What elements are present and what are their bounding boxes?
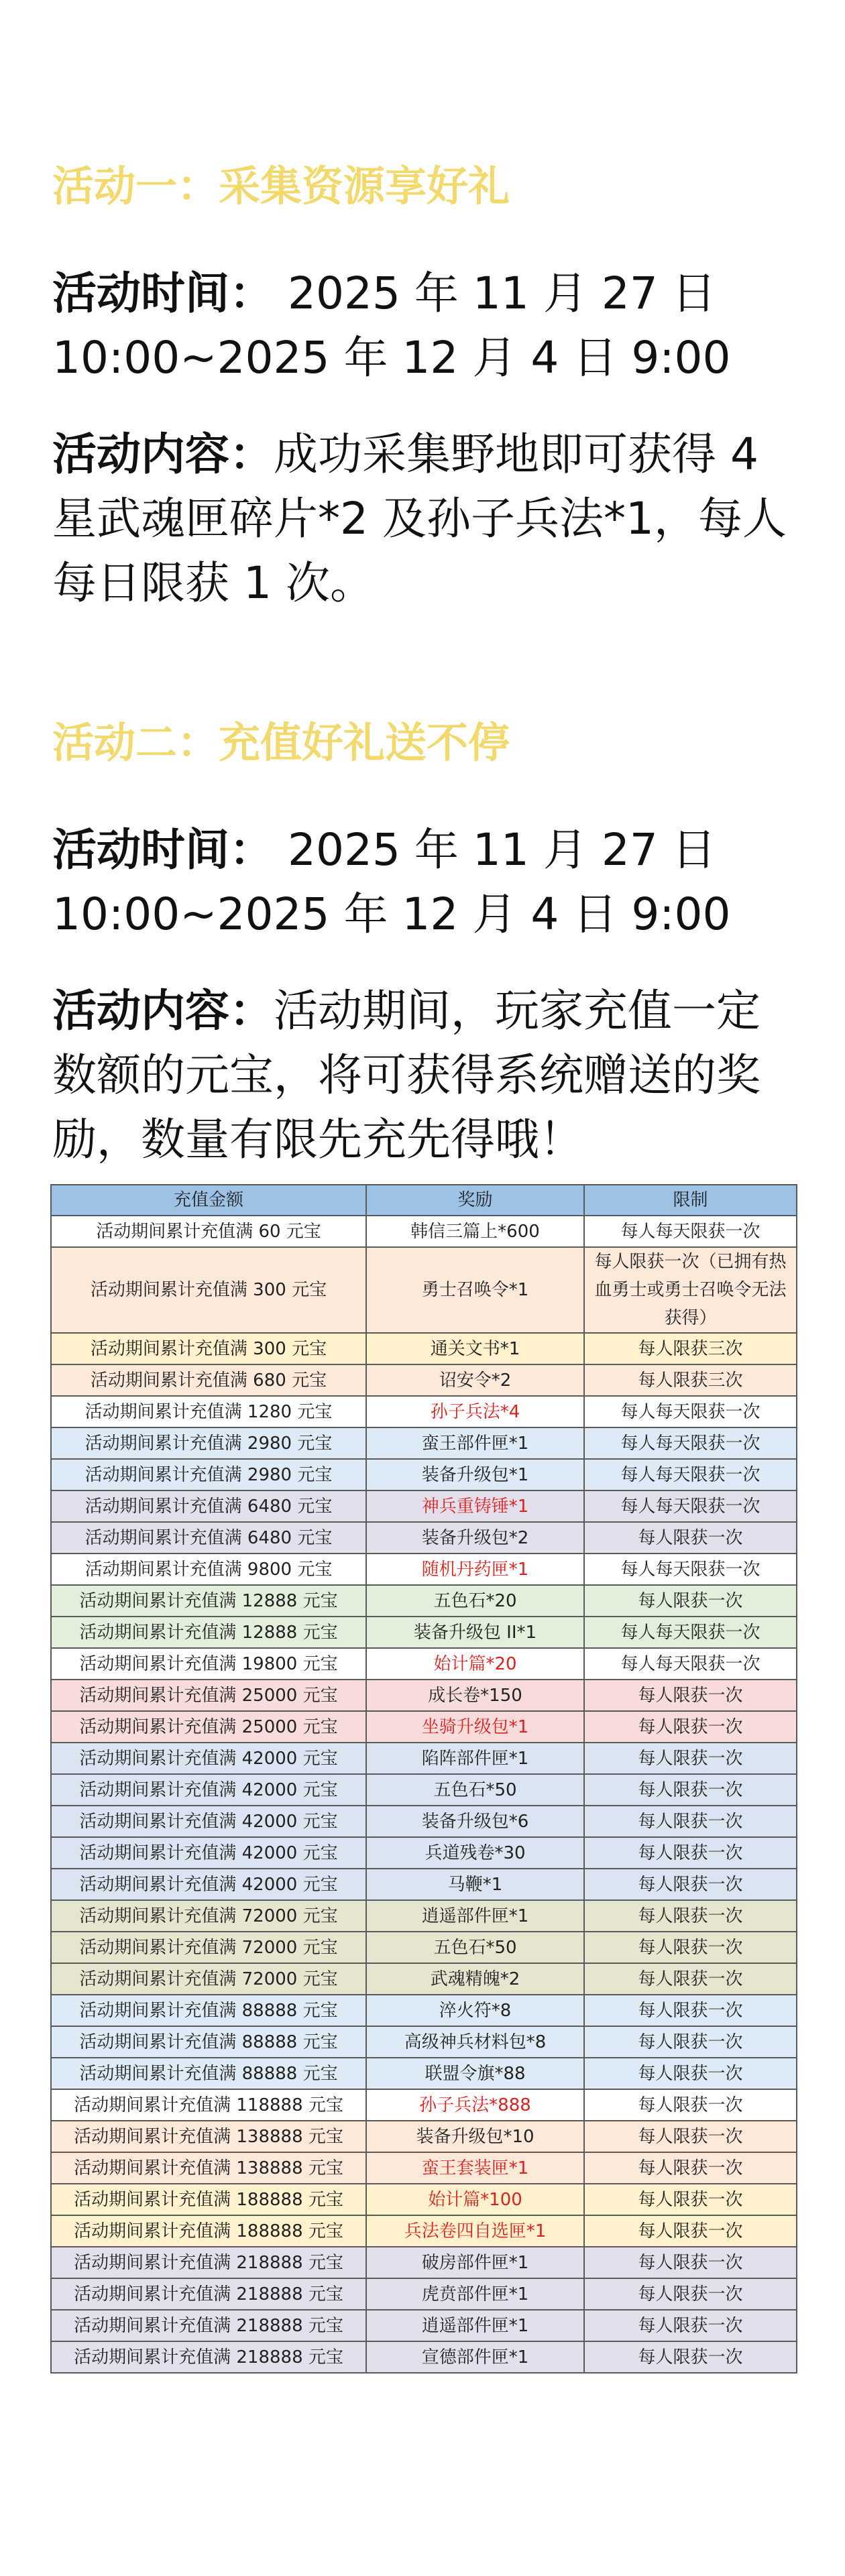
- table-header-row: [51, 1185, 797, 1216]
- reward-cell: 破房部件匣*1: [366, 2247, 584, 2278]
- table-row: [51, 1774, 797, 1806]
- table-row: [51, 1995, 797, 2026]
- amount-cell: 活动期间累计充值满 72000 元宝: [51, 1963, 366, 1995]
- limit-cell: 每人限获一次: [584, 2058, 797, 2089]
- table-row: [51, 2215, 797, 2247]
- table-row: [51, 2247, 797, 2278]
- amount-cell: 活动期间累计充值满 42000 元宝: [51, 1743, 366, 1774]
- event-time-2: [52, 818, 797, 947]
- reward-cell: 始计篇*20: [366, 1648, 584, 1680]
- section-title-2: 活动二：充值好礼送不停: [52, 718, 510, 767]
- limit-cell: 每人每天限获一次: [584, 1216, 797, 1247]
- content-value: 成功采集野地即可获得 4 星武魂匣碎片*2 及孙子兵法*1，每人每日限获 1 次。: [52, 428, 787, 609]
- reward-cell: 兵法卷四自选匣*1: [366, 2215, 584, 2247]
- amount-cell: 活动期间累计充值满 42000 元宝: [51, 1869, 366, 1900]
- amount-cell: 活动期间累计充值满 218888 元宝: [51, 2310, 366, 2341]
- limit-cell: 每人限获一次: [584, 2310, 797, 2341]
- amount-cell: 活动期间累计充值满 6480 元宝: [51, 1490, 366, 1522]
- reward-cell: 陷阵部件匣*1: [366, 1743, 584, 1774]
- reward-cell: 淬火符*8: [366, 1995, 584, 2026]
- reward-cell: 坐骑升级包*1: [366, 1711, 584, 1743]
- reward-cell: 蛮王套装匣*1: [366, 2152, 584, 2184]
- event-time-1: [52, 261, 797, 390]
- limit-cell: 每人限获一次: [584, 1837, 797, 1869]
- table-row: [51, 2026, 797, 2058]
- limit-cell: 每人限获一次: [584, 2278, 797, 2310]
- amount-cell: 活动期间累计充值满 60 元宝: [51, 1216, 366, 1247]
- amount-cell: 活动期间累计充值满 25000 元宝: [51, 1711, 366, 1743]
- table-row: [51, 1932, 797, 1963]
- event-content-1: [52, 422, 797, 616]
- reward-cell: 成长卷*150: [366, 1680, 584, 1711]
- reward-cell: 五色石*50: [366, 1774, 584, 1806]
- amount-cell: 活动期间累计充值满 218888 元宝: [51, 2278, 366, 2310]
- table-row: [51, 2152, 797, 2184]
- reward-cell: 孙子兵法*4: [366, 1396, 584, 1427]
- table-row: [51, 1711, 797, 1743]
- amount-cell: 活动期间累计充值满 19800 元宝: [51, 1648, 366, 1680]
- reward-cell: 装备升级包*6: [366, 1806, 584, 1837]
- reward-cell: 通关文书*1: [366, 1333, 584, 1364]
- amount-cell: 活动期间累计充值满 138888 元宝: [51, 2121, 366, 2152]
- limit-cell: 每人限获一次: [584, 2089, 797, 2121]
- event-content-2: [52, 979, 797, 1172]
- reward-cell: 装备升级包 II*1: [366, 1617, 584, 1648]
- amount-cell: 活动期间累计充值满 300 元宝: [51, 1333, 366, 1364]
- time-label: 活动时间：: [52, 824, 274, 876]
- limit-cell: 每人限获一次: [584, 2152, 797, 2184]
- amount-cell: 活动期间累计充值满 72000 元宝: [51, 1932, 366, 1963]
- limit-cell: 每人限获一次: [584, 2341, 797, 2373]
- limit-cell: 每人限获一次: [584, 2184, 797, 2215]
- table-row: [51, 1490, 797, 1522]
- limit-cell: 每人限获一次: [584, 2247, 797, 2278]
- limit-cell: 每人限获三次: [584, 1333, 797, 1364]
- amount-cell: 活动期间累计充值满 188888 元宝: [51, 2215, 366, 2247]
- table-row: [51, 1554, 797, 1585]
- amount-cell: 活动期间累计充值满 218888 元宝: [51, 2341, 366, 2373]
- table-row: [51, 1617, 797, 1648]
- reward-cell: 武魂精魄*2: [366, 1963, 584, 1995]
- limit-cell: 每人限获一次: [584, 1774, 797, 1806]
- reward-cell: 蛮王部件匣*1: [366, 1427, 584, 1459]
- table-row: [51, 1459, 797, 1490]
- limit-cell: 每人每天限获一次: [584, 1396, 797, 1427]
- limit-cell: 每人每天限获一次: [584, 1427, 797, 1459]
- table-row: [51, 1364, 797, 1396]
- amount-cell: 活动期间累计充值满 25000 元宝: [51, 1680, 366, 1711]
- reward-cell: 随机丹药匣*1: [366, 1554, 584, 1585]
- reward-cell: 神兵重铸锤*1: [366, 1490, 584, 1522]
- limit-cell: 每人限获一次: [584, 1680, 797, 1711]
- amount-cell: 活动期间累计充值满 218888 元宝: [51, 2247, 366, 2278]
- amount-cell: 活动期间累计充值满 680 元宝: [51, 1364, 366, 1396]
- table-row: [51, 2184, 797, 2215]
- section-title-1: 活动一：采集资源享好礼: [52, 162, 510, 211]
- reward-cell: 五色石*20: [366, 1585, 584, 1617]
- limit-cell: 每人每天限获一次: [584, 1459, 797, 1490]
- limit-cell: 每人限获一次: [584, 1963, 797, 1995]
- amount-cell: 活动期间累计充值满 88888 元宝: [51, 2026, 366, 2058]
- limit-cell: 每人限获一次: [584, 1806, 797, 1837]
- reward-cell: 装备升级包*10: [366, 2121, 584, 2152]
- limit-cell: 每人每天限获一次: [584, 1617, 797, 1648]
- table-row: [51, 1900, 797, 1932]
- header-limit: 限制: [584, 1185, 797, 1216]
- reward-cell: 装备升级包*1: [366, 1459, 584, 1490]
- amount-cell: 活动期间累计充值满 72000 元宝: [51, 1900, 366, 1932]
- amount-cell: 活动期间累计充值满 12888 元宝: [51, 1617, 366, 1648]
- header-reward: 奖励: [366, 1185, 584, 1216]
- table-row: [51, 1585, 797, 1617]
- limit-cell: 每人限获一次（已拥有热血勇士或勇士召唤令无法获得）: [584, 1247, 797, 1333]
- reward-cell: 逍遥部件匣*1: [366, 1900, 584, 1932]
- table-row: [51, 1247, 797, 1333]
- limit-cell: 每人每天限获一次: [584, 1648, 797, 1680]
- table-row: [51, 1648, 797, 1680]
- table-row: [51, 1869, 797, 1900]
- amount-cell: 活动期间累计充值满 9800 元宝: [51, 1554, 366, 1585]
- table-row: [51, 1216, 797, 1247]
- amount-cell: 活动期间累计充值满 138888 元宝: [51, 2152, 366, 2184]
- time-label: 活动时间：: [52, 268, 274, 319]
- amount-cell: 活动期间累计充值满 2980 元宝: [51, 1459, 366, 1490]
- time-value: 2025 年 11 月 27 日 10:00~2025 年 12 月 4 日 9:00: [52, 268, 731, 384]
- reward-cell: 马鞭*1: [366, 1869, 584, 1900]
- amount-cell: 活动期间累计充值满 88888 元宝: [51, 1995, 366, 2026]
- amount-cell: 活动期间累计充值满 2980 元宝: [51, 1427, 366, 1459]
- recharge-rewards-table: [50, 1184, 797, 2374]
- limit-cell: 每人限获一次: [584, 1869, 797, 1900]
- reward-cell: 始计篇*100: [366, 2184, 584, 2215]
- header-amount: 充值金额: [51, 1185, 366, 1216]
- reward-cell: 诏安令*2: [366, 1364, 584, 1396]
- content-label: 活动内容：: [52, 428, 274, 480]
- reward-cell: 五色石*50: [366, 1932, 584, 1963]
- table-row: [51, 1396, 797, 1427]
- table-row: [51, 2089, 797, 2121]
- table-row: [51, 2278, 797, 2310]
- limit-cell: 每人限获一次: [584, 1711, 797, 1743]
- limit-cell: 每人限获一次: [584, 2215, 797, 2247]
- amount-cell: 活动期间累计充值满 42000 元宝: [51, 1837, 366, 1869]
- amount-cell: 活动期间累计充值满 42000 元宝: [51, 1806, 366, 1837]
- reward-cell: 联盟令旗*88: [366, 2058, 584, 2089]
- limit-cell: 每人限获一次: [584, 1585, 797, 1617]
- reward-cell: 勇士召唤令*1: [366, 1247, 584, 1333]
- reward-cell: 兵道残卷*30: [366, 1837, 584, 1869]
- table-row: [51, 2310, 797, 2341]
- limit-cell: 每人每天限获一次: [584, 1490, 797, 1522]
- amount-cell: 活动期间累计充值满 6480 元宝: [51, 1522, 366, 1554]
- amount-cell: 活动期间累计充值满 118888 元宝: [51, 2089, 366, 2121]
- table-row: [51, 2058, 797, 2089]
- limit-cell: 每人限获一次: [584, 1743, 797, 1774]
- content-label: 活动内容：: [52, 985, 274, 1037]
- table-row: [51, 2121, 797, 2152]
- reward-cell: 韩信三篇上*600: [366, 1216, 584, 1247]
- limit-cell: 每人限获一次: [584, 1522, 797, 1554]
- amount-cell: 活动期间累计充值满 300 元宝: [51, 1247, 366, 1333]
- limit-cell: 每人限获一次: [584, 1932, 797, 1963]
- table-row: [51, 1680, 797, 1711]
- reward-cell: 装备升级包*2: [366, 1522, 584, 1554]
- reward-cell: 孙子兵法*888: [366, 2089, 584, 2121]
- reward-cell: 逍遥部件匣*1: [366, 2310, 584, 2341]
- table-body: [51, 1216, 797, 2373]
- table-row: [51, 1333, 797, 1364]
- amount-cell: 活动期间累计充值满 12888 元宝: [51, 1585, 366, 1617]
- reward-cell: 虎贲部件匣*1: [366, 2278, 584, 2310]
- limit-cell: 每人每天限获一次: [584, 1554, 797, 1585]
- limit-cell: 每人限获一次: [584, 1900, 797, 1932]
- amount-cell: 活动期间累计充值满 88888 元宝: [51, 2058, 366, 2089]
- table-row: [51, 1963, 797, 1995]
- time-value: 2025 年 11 月 27 日 10:00~2025 年 12 月 4 日 9:00: [52, 824, 731, 940]
- limit-cell: 每人限获一次: [584, 2121, 797, 2152]
- limit-cell: 每人限获一次: [584, 1995, 797, 2026]
- table-row: [51, 1806, 797, 1837]
- table-row: [51, 1427, 797, 1459]
- table-row: [51, 1837, 797, 1869]
- reward-cell: 高级神兵材料包*8: [366, 2026, 584, 2058]
- content-value: 活动期间，玩家充值一定数额的元宝，将可获得系统赠送的奖励，数量有限先充先得哦！: [52, 985, 760, 1165]
- limit-cell: 每人限获三次: [584, 1364, 797, 1396]
- table-row: [51, 1522, 797, 1554]
- limit-cell: 每人限获一次: [584, 2026, 797, 2058]
- amount-cell: 活动期间累计充值满 42000 元宝: [51, 1774, 366, 1806]
- amount-cell: 活动期间累计充值满 1280 元宝: [51, 1396, 366, 1427]
- table-row: [51, 1743, 797, 1774]
- amount-cell: 活动期间累计充值满 188888 元宝: [51, 2184, 366, 2215]
- reward-cell: 宣德部件匣*1: [366, 2341, 584, 2373]
- table-row: [51, 2341, 797, 2373]
